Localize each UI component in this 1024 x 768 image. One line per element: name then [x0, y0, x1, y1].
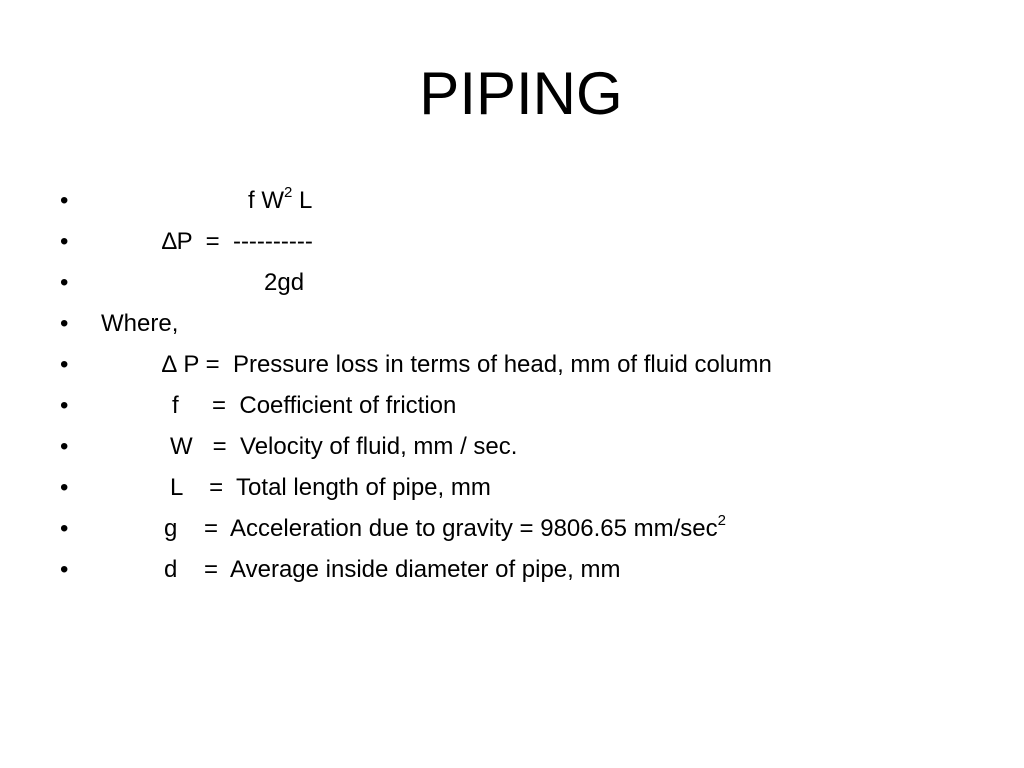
bullet-icon: •	[60, 515, 69, 542]
slide-title: PIPING	[419, 60, 623, 127]
bullet-icon: •	[60, 310, 69, 337]
bullet-icon: •	[60, 269, 69, 296]
bullet-icon: •	[60, 474, 69, 501]
formula-main-line	[0, 221, 1024, 262]
formula-numerator: f $W^2$ L	[248, 184, 313, 214]
where-label: Where,	[101, 310, 179, 337]
bullet-icon: •	[60, 556, 69, 583]
formula-main: ∆P = ----------	[162, 228, 313, 255]
formula-denominator: 2gd	[264, 269, 305, 296]
bullet-icon: •	[60, 351, 69, 378]
definition-delta-p	[0, 344, 1024, 385]
where-line	[0, 303, 1024, 344]
definition-w	[0, 426, 1024, 467]
bullet-icon: •	[60, 228, 69, 255]
definition-text: L = Total length of pipe, mm	[170, 474, 491, 501]
bullet-icon: •	[60, 187, 69, 214]
formula-denominator-line	[0, 262, 1024, 303]
definition-text: f = Coefficient of friction	[172, 392, 457, 419]
definition-d	[0, 549, 1024, 590]
definition-g	[0, 508, 1024, 549]
definition-f	[0, 385, 1024, 426]
definition-text: d = Average inside diameter of pipe, mm	[164, 556, 621, 583]
bullet-list	[0, 180, 1024, 590]
bullet-icon: •	[60, 392, 69, 419]
bullet-icon: •	[60, 433, 69, 460]
definition-l	[0, 467, 1024, 508]
definition-text: ∆ P = Pressure loss in terms of head, mm of fluid column	[162, 351, 772, 378]
formula-numerator-line	[0, 180, 1024, 221]
definition-text: W = Velocity of fluid, mm / sec.	[170, 433, 518, 460]
definition-text: g = Acceleration due to gravity = 9806.65 $mm/\sec^2$	[164, 512, 726, 542]
